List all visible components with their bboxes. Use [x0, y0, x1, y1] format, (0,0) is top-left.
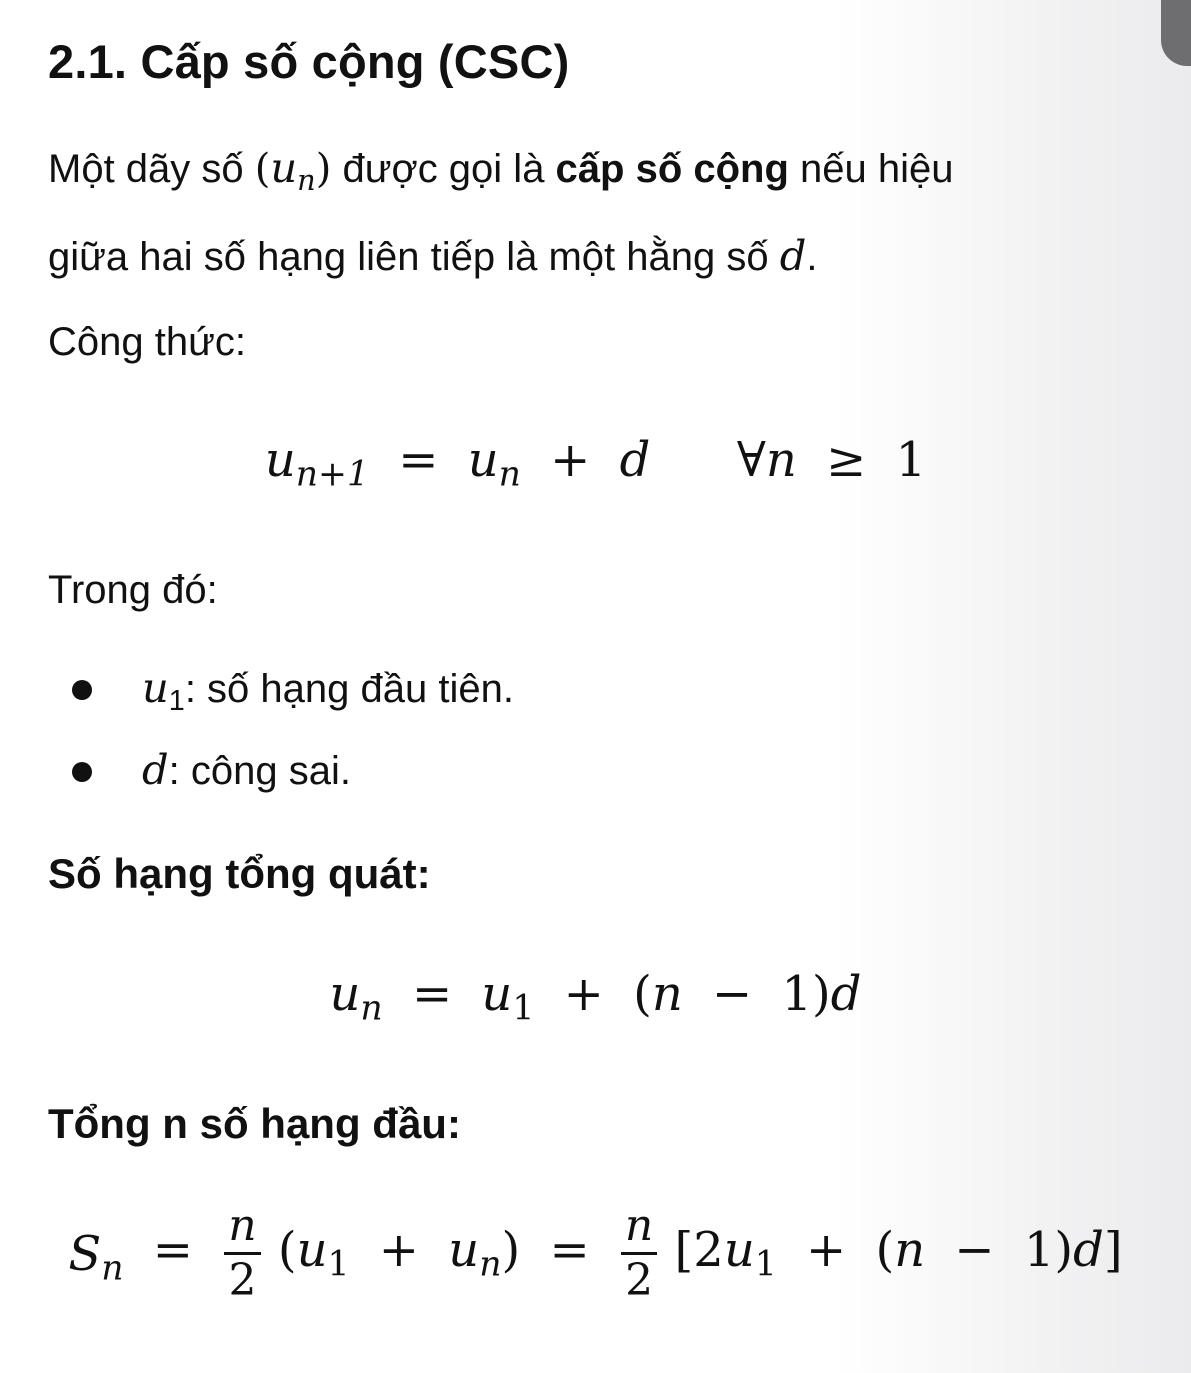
sum-label: Tổng n số hạng đầu: — [48, 1100, 461, 1147]
paren: ( — [277, 1222, 297, 1278]
paren: ) — [501, 1222, 521, 1278]
geq: ≥ — [826, 432, 867, 488]
math-one: 1 — [1023, 1222, 1055, 1278]
math-d: d — [142, 745, 169, 794]
forall-symbol: ∀ — [736, 432, 766, 488]
paren: ) — [1054, 1222, 1074, 1278]
definition-text: giữa hai số hạng liên tiếp là một hằng số — [48, 235, 780, 279]
bullet-text: : công sai. — [168, 749, 351, 793]
subscript: 1 — [754, 1244, 777, 1285]
subscript: 1 — [168, 685, 185, 718]
equals: = — [152, 1222, 193, 1278]
bracket: ] — [1103, 1222, 1123, 1278]
paren: ( — [254, 146, 271, 192]
minus: − — [954, 1222, 995, 1278]
bracket: [ — [674, 1222, 694, 1278]
scroll-indicator[interactable] — [1161, 0, 1191, 66]
math-one: 1 — [781, 966, 813, 1022]
denominator: 2 — [228, 1255, 257, 1306]
bullet-dot — [72, 680, 92, 700]
math-u: u — [448, 1222, 480, 1278]
subscript-text: n+1 — [295, 454, 369, 495]
definition-text: nếu hiệu — [788, 147, 954, 191]
math-two: 2 — [693, 1222, 724, 1278]
fraction-n-over-2 — [621, 1200, 657, 1307]
sequence-symbol: u — [270, 143, 298, 192]
definition-line-2 — [48, 232, 817, 281]
formula-label: Công thức: — [48, 320, 246, 364]
math-one: 1 — [895, 432, 927, 488]
math-u: u — [723, 1222, 755, 1278]
bullet-item-d — [142, 746, 351, 795]
plus: + — [378, 1222, 419, 1278]
math-u: u — [296, 1222, 328, 1278]
math-d: d — [830, 966, 862, 1022]
subscript: n — [498, 454, 521, 495]
plus: + — [805, 1222, 847, 1278]
numerator: n — [621, 1200, 657, 1255]
common-difference-symbol: d — [779, 231, 807, 280]
paren: ( — [633, 966, 652, 1022]
minus: − — [712, 966, 753, 1022]
subscript — [296, 455, 369, 495]
subscript: 1 — [327, 1244, 350, 1285]
equals: = — [549, 1222, 590, 1278]
subscript: 1 — [512, 988, 535, 1029]
subscript: n — [479, 1244, 502, 1285]
math-u: u — [467, 432, 499, 488]
math-n: n — [651, 966, 683, 1022]
bullet-dot — [72, 762, 92, 782]
definition-text: được gọi là — [331, 147, 556, 191]
math-d: d — [619, 432, 651, 488]
denominator: 2 — [625, 1255, 654, 1306]
paren: ) — [315, 146, 332, 192]
recurrence-formula — [0, 432, 1191, 495]
paren: ( — [875, 1222, 895, 1278]
paren: ) — [812, 966, 831, 1022]
bullet-item-u1 — [142, 663, 514, 718]
subscript: n — [101, 1248, 124, 1289]
math-d: d — [1073, 1222, 1104, 1278]
equals: = — [398, 432, 439, 488]
where-label: Trong đó: — [48, 568, 218, 612]
math-u: u — [264, 432, 296, 488]
term-bold: cấp số cộng — [555, 147, 789, 191]
numerator: n — [224, 1200, 260, 1255]
section-heading: 2.1. Cấp số cộng (CSC) — [48, 35, 570, 88]
period: . — [806, 235, 818, 279]
plus: + — [563, 966, 604, 1022]
s-n — [68, 1225, 124, 1289]
math-s: S — [68, 1225, 102, 1282]
definition-text: Một dãy số — [48, 147, 255, 191]
math-u: u — [481, 966, 513, 1022]
subscript: n — [297, 163, 316, 198]
math-n: n — [765, 432, 797, 488]
general-term-formula — [0, 966, 1191, 1029]
fraction-n-over-2 — [224, 1200, 260, 1307]
equals: = — [411, 966, 453, 1022]
plus: + — [550, 432, 591, 488]
general-term-label: Số hạng tổng quát: — [48, 850, 431, 897]
bullet-text: : số hạng đầu tiên. — [184, 667, 514, 711]
subscript: n — [360, 988, 383, 1029]
definition-line-1 — [48, 143, 954, 198]
sum-formula — [0, 1200, 1191, 1307]
math-u: u — [142, 663, 169, 712]
math-n: n — [894, 1222, 926, 1278]
math-u: u — [329, 966, 361, 1022]
